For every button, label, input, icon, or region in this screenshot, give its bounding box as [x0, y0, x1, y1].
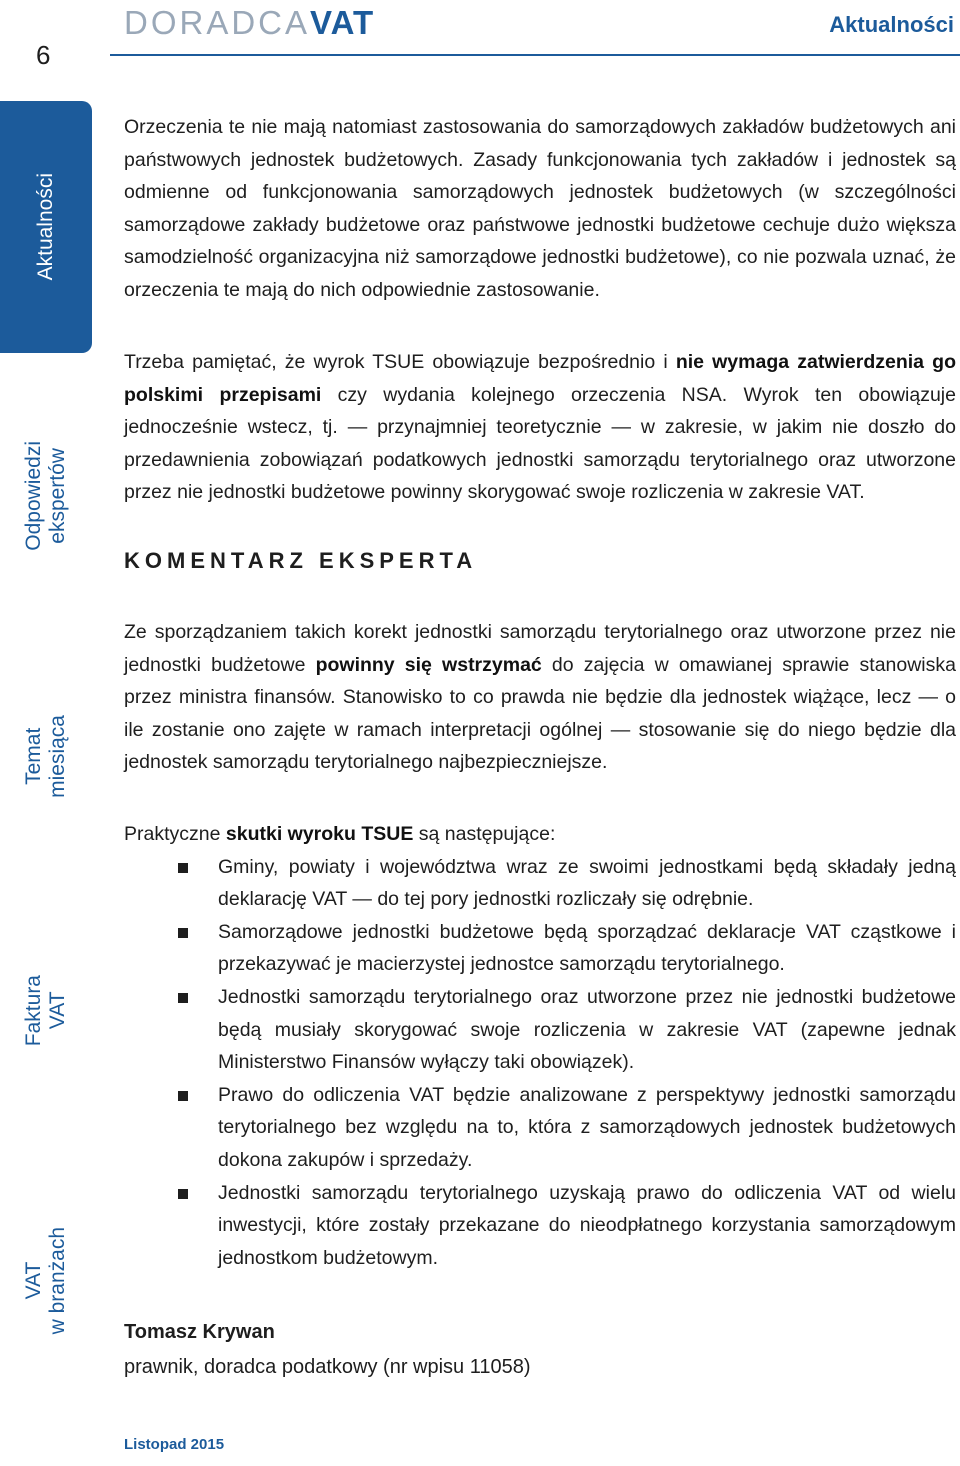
sidebar-nav — [0, 101, 92, 1335]
sidebar-tab-aktualnosci[interactable] — [0, 101, 92, 353]
section-title: Aktualności — [829, 12, 954, 37]
logo — [124, 4, 374, 42]
list-item-text: Jednostki samorządu terytorialnego oraz utworzone przez nie jednostki budżetowe będą musiały skorygować swoje rozliczenia w zakresie VAT (zapewne jednak Ministerstwo Finansów wyłączy taki obowiązek). — [218, 985, 956, 1074]
list-item — [124, 916, 956, 981]
paragraph-emphasis: powinny się wstrzymać — [315, 653, 542, 676]
header-divider — [110, 54, 960, 56]
footer-issue-date: Listopad 2015 — [124, 1436, 225, 1453]
paragraph-segment: Trzeba pamiętać, że wyrok TSUE obowiązuje bezpośrednio i — [124, 351, 676, 373]
sidebar-tab-label: Aktualności — [34, 173, 57, 281]
bullet-square-icon — [178, 1091, 188, 1101]
list-item — [124, 1079, 956, 1177]
bullet-square-icon — [178, 1189, 188, 1199]
expert-comment — [124, 616, 956, 779]
list-item — [124, 981, 956, 1079]
paragraph-text: Orzeczenia te nie mają natomiast zastosowania do samorządowych zakładów budżetowych ani państwowych jednostek budżetowych. Zasady funkcjonowania tych zakładów i jednostek są odmienne od funkcjonowania samorządowych jednostek budżetowych (w szczególności samorządowe zakłady budżetowe oraz państwowe jednostki budżetowe cechuje dużo większa samodzielność organizacyjna niż samorządowe jednostki budżetowe), co nie pozwala uznać, że orzeczenia te mają do nich odpowiednie zastosowanie. — [124, 116, 956, 301]
sidebar-tab-faktura-vat[interactable] — [0, 901, 92, 1121]
paragraph-emphasis: skutki wyroku TSUE — [225, 823, 414, 845]
author-name: Tomasz Krywan — [124, 1321, 275, 1343]
list-item-text: Gminy, powiaty i województwa wraz ze swoimi jednostkami będą składały jedną deklarację VAT — do tej pory jednostki rozliczały się odrębnie. — [218, 855, 956, 911]
logo-text-light: DORADCA — [124, 4, 311, 41]
sidebar-tab-temat-miesiaca[interactable] — [0, 641, 92, 871]
sidebar-tab-label: VAT w branżach — [22, 1227, 69, 1335]
sidebar-tab-label: Faktura VAT — [22, 975, 69, 1047]
paragraph-segment: czy wydania kolejnego orzeczenia NSA. Wyrok ten obowiązuje jednocześnie wstecz, tj. — przynajmniej teoretycznie — w zakresie, w jakim nie doszło do przedawnienia zobowiązań podatkowych jednostki samorządu terytorialnego oraz utworzone przez nie jednostki budżetowe powinny skorygować swoje rozliczenia w zakresie VAT. — [124, 383, 956, 504]
paragraph-emphasis: nie wymaga zatwierdzenia go polskimi przepisami — [124, 351, 956, 406]
effects-section — [124, 818, 956, 1274]
article-paragraph-1 — [124, 111, 956, 307]
paragraph-segment: Praktyczne — [124, 823, 226, 845]
effects-intro — [124, 818, 956, 851]
page-number: 6 — [36, 40, 51, 70]
author-role: prawnik, doradca podatkowy (nr wpisu 11058) — [124, 1356, 531, 1378]
bullet-square-icon — [178, 863, 188, 873]
list-item — [124, 1177, 956, 1275]
list-item-text: Prawo do odliczenia VAT będzie analizowane z perspektywy jednostki samorządu terytorialnego bez względu na to, która z samorządowych jednostek budżetowych dokona zakupów i sprzedaży. — [218, 1083, 956, 1171]
bullet-square-icon — [178, 928, 188, 938]
effects-list — [124, 851, 956, 1275]
paragraph-segment: Ze sporządzaniem takich korekt jednostki samorządu terytorialnego oraz utworzone przez nie jednostki budżetowe — [124, 621, 956, 676]
paragraph-segment: są następujące: — [413, 823, 556, 845]
bullet-square-icon — [178, 993, 188, 1003]
sidebar-tab-odpowiedzi-ekspertow[interactable] — [0, 371, 92, 621]
paragraph-text — [124, 346, 956, 509]
paragraph-segment: do zajęcia w omawianej sprawie stanowiska przez ministra finansów. Stanowisko to co prawda nie będzie dla jednostek wiążące, lecz — o ile zostanie ono zajęte w ramach interpretacji ogólnej — stosowanie się do niego będzie dla jednostek samorządu terytorialnego najbezpieczniejsze. — [124, 653, 956, 774]
list-item — [124, 851, 956, 916]
list-item-text: Jednostki samorządu terytorialnego uzyskają prawo do odliczenia VAT od wielu inwestycji, które zostały przekazane do nieodpłatnego korzystania samorządowym jednostkom budżetowym. — [218, 1181, 956, 1269]
article-paragraph-2 — [124, 346, 956, 509]
sidebar-tab-label: Temat miesiąca — [22, 714, 69, 798]
logo-text-bold: VAT — [310, 4, 375, 41]
sidebar-tab-label: Odpowiedzi ekspertów — [22, 441, 69, 551]
sidebar-tab-vat-w-branzach[interactable] — [0, 1161, 92, 1401]
paragraph-text — [124, 616, 956, 779]
list-item-text: Samorządowe jednostki budżetowe będą sporządzać deklaracje VAT cząstkowe i przekazywać je macierzystej jednostce samorządu terytorialnego. — [218, 920, 956, 976]
section-heading-komentarz: KOMENTARZ EKSPERTA — [124, 548, 478, 573]
